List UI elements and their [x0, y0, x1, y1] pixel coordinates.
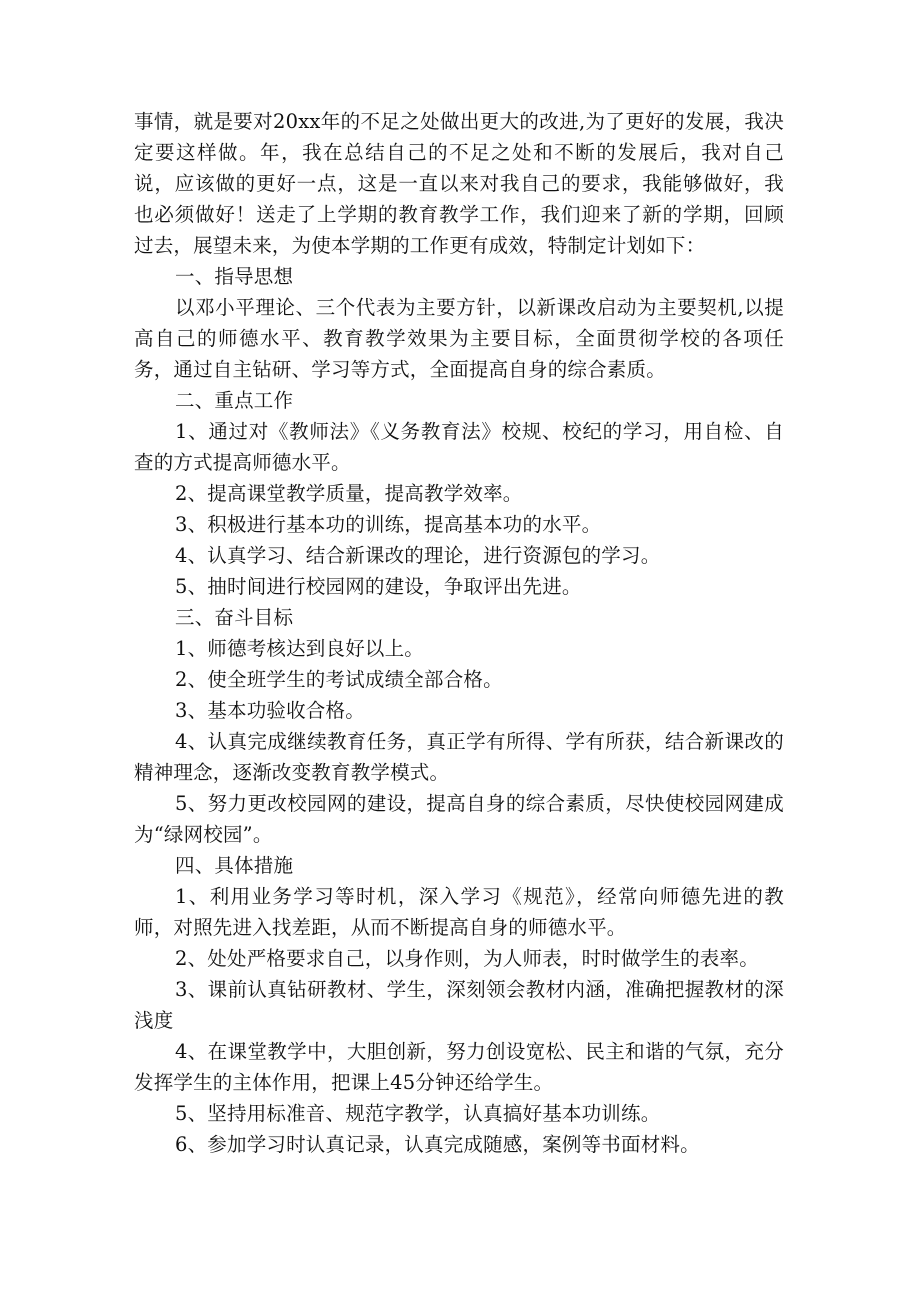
measure-item-6: 6、参加学习时认真记录，认真完成随感，案例等书面材料。: [175, 1133, 700, 1156]
key-work-item-3: 3、积极进行基本功的训练，提高基本功的水平。: [175, 513, 602, 536]
goal-item-3: 3、基本功验收合格。: [175, 699, 365, 722]
key-work-item-1: 1、通过对《教师法》《义务教育法》校规、校纪的学习，用自检、自查的方式提高师德水平。: [134, 420, 784, 474]
document-body: [134, 106, 784, 1160]
section-heading-guiding-ideology: 一、指导思想: [175, 265, 294, 288]
key-work-item-4: 4、认真学习、结合新课改的理论，进行资源包的学习。: [175, 544, 661, 567]
measure-item-1: 1、利用业务学习等时机，深入学习《规范》，经常向师德先进的教师，对照先进入找差距，从而不断提高自身的师德水平。: [134, 885, 784, 939]
guiding-ideology-paragraph: 以邓小平理论、三个代表为主要方针，以新课改启动为主要契机,以提高自己的师德水平、教育教学效果为主要目标，全面贯彻学校的各项任务，通过自主钻研、学习等方式，全面提高自身的综合素质。: [134, 296, 784, 381]
key-work-item-5: 5、抽时间进行校园网的建设，争取评出先进。: [175, 575, 582, 598]
key-work-item-2: 2、提高课堂教学质量，提高教学效率。: [175, 482, 523, 505]
measure-item-3: 3、课前认真钻研教材、学生，深刻领会教材内涵，准确把握教材的深浅度: [134, 978, 784, 1032]
measure-item-5: 5、坚持用标准音、规范字教学，认真搞好基本功训练。: [175, 1102, 661, 1125]
goal-item-4: 4、认真完成继续教育任务，真正学有所得、学有所获，结合新课改的精神理念，逐渐改变教育教学模式。: [134, 730, 784, 784]
measure-item-4: 4、在课堂教学中，大胆创新，努力创设宽松、民主和谐的气氛，充分发挥学生的主体作用，把课上45分钟还给学生。: [134, 1040, 784, 1094]
goal-item-2: 2、使全班学生的考试成绩全部合格。: [175, 668, 503, 691]
intro-paragraph: 事情，就是要对20xx年的不足之处做出更大的改进,为了更好的发展，我决定要这样做。年，我在总结自己的不足之处和不断的发展后，我对自己说，应该做的更好一点，这是一直以来对我自己的要求，我能够做好，我也必须做好！送走了上学期的教育教学工作，我们迎来了新的学期，回顾过去，展望未来，为使本学期的工作更有成效，特制定计划如下：: [134, 110, 784, 257]
section-heading-measures: 四、具体措施: [175, 854, 294, 877]
goal-item-5: 5、努力更改校园网的建设，提高自身的综合素质，尽快使校园网建成为“绿网校园”。: [134, 792, 784, 846]
section-heading-goals: 三、奋斗目标: [175, 606, 294, 629]
goal-item-1: 1、师德考核达到良好以上。: [175, 637, 425, 660]
section-heading-key-work: 二、重点工作: [175, 389, 294, 412]
measure-item-2: 2、处处严格要求自己，以身作则，为人师表，时时做学生的表率。: [175, 947, 759, 970]
